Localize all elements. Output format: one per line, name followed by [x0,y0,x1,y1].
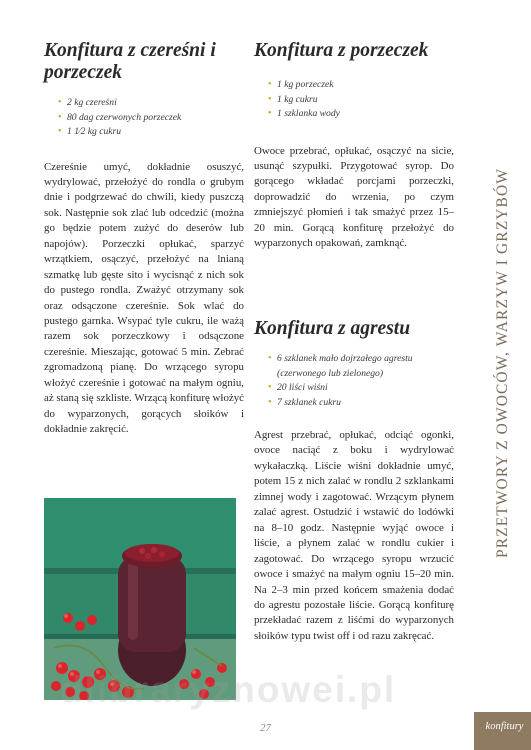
recipe-currant [254,40,454,252]
ingredient-list [44,96,244,140]
recipe-title: Konfitura z agrestu [254,318,411,339]
ingredient-item: • 1 kg porzeczek [268,78,454,93]
ingredient-list [254,352,454,410]
recipe-instructions: Owoce przebrać, opłukać, osączyć na sicie, usunąć szypułki. Przygotować syrop. Do gorącego wkładać porcjami porzeczki, doprowadzić do wrzenia, po czym zmniejszyć płomień i tak smażyć przez 15–20 min. Gorącą konfiturę przełożyć do wyparzonych opakowań, zamknąć. [254,144,454,250]
ingredient-list [254,78,454,122]
ingredient-item: • 1 kg cukru [268,93,454,108]
recipe-title: Konfitura z porzeczek [254,40,429,61]
ingredient-item: • 1 szklanka wody [268,107,454,122]
ingredient-item: • 20 liści wiśni [268,381,454,396]
recipe-instructions: Agrest przebrać, opłukać, odciąć ogonki, ovoce naciąć z boku i wydrylować wykałaczką. Liście wiśni dokładnie umyć, potem 15 z nich zalać w rondlu 2 szklankami zimnej wody i zagotować. Wrzącym płynem zalać agrest. Ostudzić i wstawić do lodówki na 8–10 godz. Następnie wyjąć owoce i liście, a płynem zalać w rondlu cukier i zagotować. Do wrzącego syropu wrzucić owoce i smażyć na małym ogniu 15–20 min. Na 2–3 min przed końcem smażenia dodać do agrestu pozostałe liście. Gorącą konfiturę przekładać razem z liśćmi do wyparzonych słoików typu twist off i od razu zakręcać. [254,429,454,642]
ingredient-item: • 1 1⁄2 kg cukru [58,125,244,140]
recipe-gooseberry [254,318,454,644]
ingredient-item: • 80 dag czerwonych porzeczek [58,111,244,126]
recipe-cherry-currant [44,40,244,438]
ingredient-item: • 7 szklanek cukru [268,396,454,411]
recipe-title: Konfitura z czereśni i porzeczek [44,40,216,83]
ingredient-item: • 6 szklanek mało dojrzałego agrestu (czerwonego lub zielonego) [268,352,454,381]
section-tab-label: konfitury [485,721,524,732]
recipe-instructions: Czereśnie umyć, dokładnie osuszyć, wydrylować, przełożyć do rondla o grubym dnie i podgrzewać do chwili, kiedy puszczą sok. Następnie sok zlać lub odcedzić (można go będzie potem zużyć do deserów lub napojów). Porzeczki opłukać, sparzyć wrzątkiem, osączyć, przełożyć na lnianą szmatkę lub gęste sito i wycisnąć z nich sok do pustego rondla. Zważyć otrzymany sok oraz odsączone czereśnie. Sok wlać do pustego garnka. Wsypać tyle cukru, ile ważą razem sok porzeczkowy i odsączone czereśnie. Mieszając, gotować 5 min. Zebrać zgromadzoną pianę. Do wrzącego syropu włożyć czereśnie i gotować na małym ogniu, aż staną się szkliste. Wrzącą konfiturę włożyć do wyparzonych, gorących słoików i dokładnie zakręcić. [44,160,244,436]
page-number: 27 [260,722,271,734]
ingredient-item: • 2 kg czereśni [58,96,244,111]
watermark: dlibraryznowei.pl [60,669,397,710]
chapter-side-label: PRZETWORY Z OWOCÓW, WARZYW I GRZYBÓW [494,167,511,559]
